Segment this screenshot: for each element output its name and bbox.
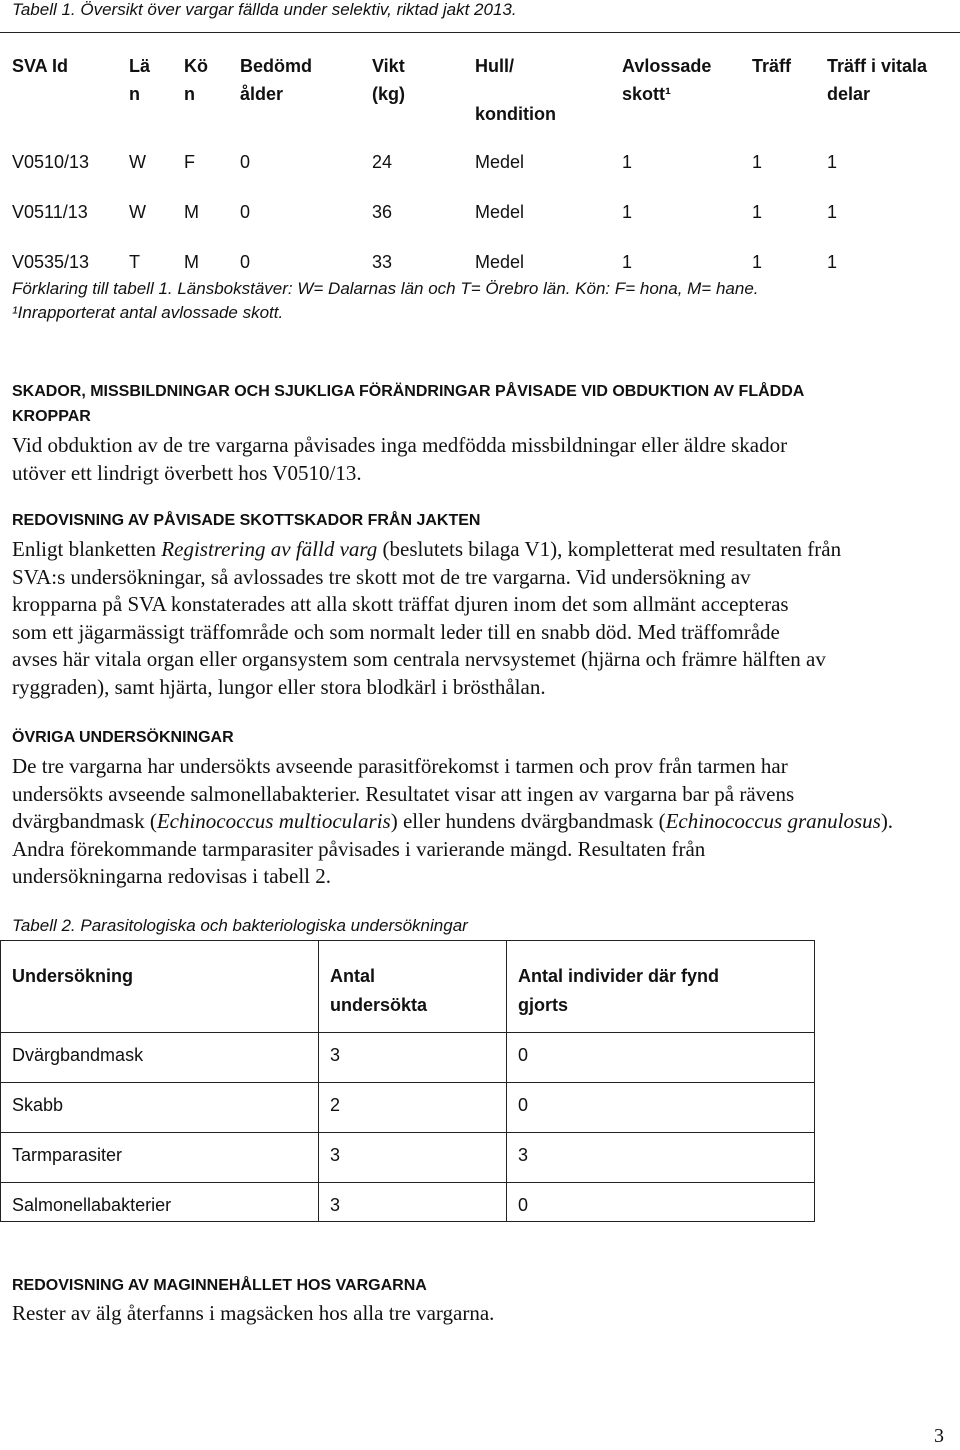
table1-header-vikt: Vikt (kg) — [372, 56, 405, 104]
table2-header-antal: Antal undersökta — [330, 966, 428, 1015]
table1-cell-alder: 0 — [240, 152, 251, 172]
table1-cell-traff: 1 — [752, 152, 763, 172]
table1-header-hull: Hull/ kondition — [475, 56, 556, 124]
table1-cell-vitala: 1 — [827, 252, 838, 272]
table1-top-border — [0, 32, 960, 33]
section-heading-skottskador: REDOVISNING AV PÅVISADE SKOTTSKADOR FRÅN JAKTEN — [12, 512, 481, 529]
form-name-italic: Registrering av fälld varg — [161, 537, 378, 561]
section-text-skottskador: Enligt blanketten Registrering av fälld varg (beslutets bilaga V1), kompletterat med resultaten från SVA:s undersökningar, så avlossades tre skott mot de tre vargarna. Vid undersökning av kropparna på SVA konstaterades att alla skott träffat djuren inom det som allmänt accepteras som ett jägarmässigt träffområde och som normalt leder till en snabb död. Med träffområde avses här vitala organ eller organsystem som centrala nervsystemet (hjärna och främre hälften av ryggraden), samt hjärta, lungor eller stora blodkärl i brösthålan. — [12, 537, 842, 699]
table1-cell-vitala: 1 — [827, 202, 838, 222]
table2-row-divider — [0, 1032, 815, 1033]
table1-cell-skott: 1 — [622, 252, 633, 272]
table2-cell-name: Tarmparasiter — [12, 1145, 123, 1165]
table2-caption: Tabell 2. Parasitologiska och bakteriologiska undersökningar — [12, 916, 468, 935]
table1-header-lan: Lä n — [129, 56, 151, 104]
section-text-skador: Vid obduktion av de tre vargarna påvisades inga medfödda missbildningar eller äldre skador utöver ett lindrigt överbett hos V0510/13. — [12, 433, 788, 485]
table1-cell-id: V0535/13 — [12, 252, 90, 272]
table1-header-skott: Avlossade skott¹ — [622, 56, 712, 104]
table2-cell-fynd: 0 — [518, 1095, 529, 1115]
table1-cell-lan: T — [129, 252, 140, 272]
table2-col-divider — [318, 940, 319, 1222]
table2-cell-antal: 3 — [330, 1195, 341, 1215]
table-row — [0, 150, 960, 174]
table1-cell-hull: Medel — [475, 152, 525, 172]
section-heading-maginnehall: REDOVISNING AV MAGINNEHÅLLET HOS VARGARNA — [12, 1277, 427, 1294]
table1-cell-kon: F — [184, 152, 195, 172]
table2-header-fynd: Antal individer där fynd gjorts — [518, 966, 720, 1015]
table2-cell-antal: 3 — [330, 1145, 341, 1165]
section-text-maginnehall: Rester av älg återfanns i magsäcken hos alla tre vargarna. — [12, 1301, 495, 1325]
table1-cell-vikt: 24 — [372, 152, 393, 172]
table1-cell-lan: W — [129, 152, 146, 172]
table1-header-kon: Kö n — [184, 56, 208, 104]
table1-header-traff: Träff — [752, 56, 792, 76]
section-text-ovriga: De tre vargarna har undersökts avseende parasitförekomst i tarmen och prov från tarmen har undersökts avseende salmonellabakterier. Resultatet visar att ingen av vargarna bar på rävens dvärgbandmask (Echinococcus multiocularis) eller hundens dvärgbandmask (Echinococcus granulosus). Andra förekommande tarmparasiter påvisades i varierande mängd. Resultaten från undersökningarna redovisas i tabell 2. — [12, 754, 894, 888]
table1-cell-vikt: 33 — [372, 252, 393, 272]
table2 — [0, 940, 815, 1222]
table1-header-traff-vitala: Träff i vitala delar — [827, 56, 928, 104]
species-name-italic: Echinococcus multiocularis — [156, 809, 391, 833]
table2-row-divider — [0, 1132, 815, 1133]
table1-cell-skott: 1 — [622, 202, 633, 222]
table1-cell-vikt: 36 — [372, 202, 393, 222]
table1-cell-id: V0510/13 — [12, 152, 90, 172]
table2-cell-name: Skabb — [12, 1095, 64, 1115]
table-row — [0, 250, 960, 274]
table2-row-divider — [0, 1082, 815, 1083]
table2-cell-fynd: 0 — [518, 1195, 529, 1215]
section-heading-ovriga: ÖVRIGA UNDERSÖKNINGAR — [12, 729, 234, 746]
table1-caption: Tabell 1. Översikt över vargar fällda under selektiv, riktad jakt 2013. — [12, 0, 517, 19]
table1-cell-alder: 0 — [240, 202, 251, 222]
table1-cell-hull: Medel — [475, 202, 525, 222]
section-heading-skador: SKADOR, MISSBILDNINGAR OCH SJUKLIGA FÖRÄNDRINGAR PÅVISADE VID OBDUKTION AV FLÅDDA KROPPAR — [12, 383, 805, 425]
table1-cell-kon: M — [184, 252, 199, 272]
table1 — [0, 28, 960, 284]
table1-cell-hull: Medel — [475, 252, 525, 272]
table2-cell-antal: 2 — [330, 1095, 341, 1115]
table1-cell-lan: W — [129, 202, 146, 222]
table1-cell-alder: 0 — [240, 252, 251, 272]
table2-cell-antal: 3 — [330, 1045, 341, 1065]
table1-header-alder: Bedömd ålder — [240, 56, 312, 104]
table-row — [0, 200, 960, 224]
table2-row-divider — [0, 1182, 815, 1183]
species-name-italic: Echinococcus granulosus — [665, 809, 881, 833]
table2-col-divider — [506, 940, 507, 1222]
table2-header-undersokning: Undersökning — [12, 966, 134, 986]
table1-cell-kon: M — [184, 202, 199, 222]
table1-footnote-explanation: Förklaring till tabell 1. Länsbokstäver: W= Dalarnas län och T= Örebro län. Kön: F= hona, M= hane. — [12, 279, 759, 298]
table1-cell-id: V0511/13 — [12, 202, 88, 222]
table1-cell-traff: 1 — [752, 202, 763, 222]
table1-footnote-shots: ¹Inrapporterat antal avlossade skott. — [12, 303, 284, 322]
table1-cell-skott: 1 — [622, 152, 633, 172]
table2-cell-fynd: 0 — [518, 1045, 529, 1065]
table2-cell-name: Salmonellabakterier — [12, 1195, 172, 1215]
table2-cell-fynd: 3 — [518, 1145, 529, 1165]
page-number: 3 — [934, 1425, 944, 1447]
table1-header-sva-id: SVA Id — [12, 56, 69, 76]
table1-cell-vitala: 1 — [827, 152, 838, 172]
table1-cell-traff: 1 — [752, 252, 763, 272]
table2-cell-name: Dvärgbandmask — [12, 1045, 144, 1065]
